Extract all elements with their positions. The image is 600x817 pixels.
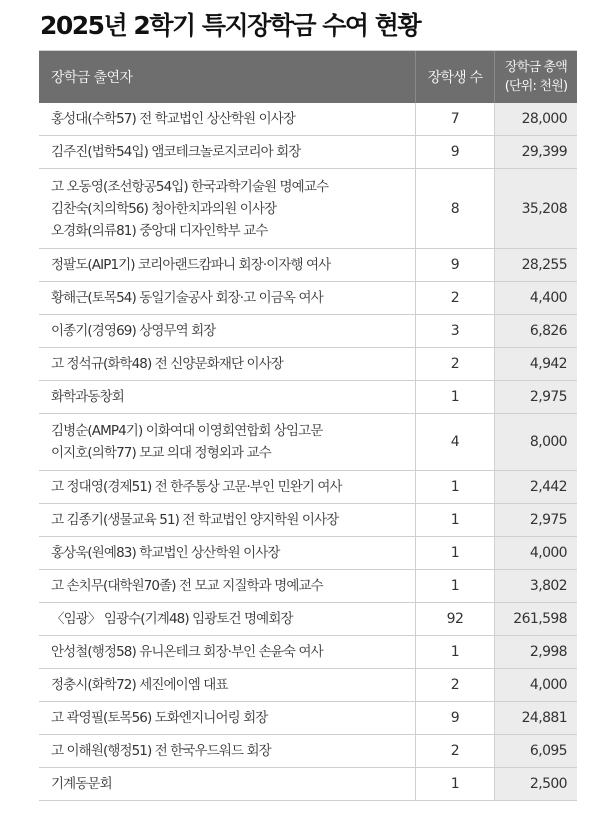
amount-cell: 24,881 [494, 702, 577, 734]
donor-line: 김주진(법학54입) 앰코테크놀로지코리아 회장 [51, 144, 301, 160]
table-row [39, 570, 577, 603]
donor-line: 기계동문회 [51, 776, 112, 792]
donor-cell [39, 136, 415, 168]
table-row [39, 103, 577, 136]
amount-cell: 35,208 [494, 169, 577, 248]
student-count-cell: 2 [415, 348, 494, 380]
amount-cell: 3,802 [494, 570, 577, 602]
donor-cell [39, 504, 415, 536]
student-count-cell: 1 [415, 768, 494, 800]
header-amount-unit: (단위: 천원) [504, 79, 568, 94]
student-count-cell: 1 [415, 570, 494, 602]
donor-cell [39, 282, 415, 314]
donor-line: 정충시(화학72) 세진에이엠 대표 [51, 677, 228, 693]
table-row [39, 504, 577, 537]
donor-cell [39, 537, 415, 569]
donor-cell [39, 735, 415, 767]
header-count: 장학생 수 [415, 51, 494, 103]
donor-cell [39, 169, 415, 248]
donor-line: 김찬숙(치의학56) 청아한치과의원 이사장 [51, 200, 277, 217]
student-count-cell: 1 [415, 636, 494, 668]
table-row [39, 636, 577, 669]
donor-line: 황해근(토목54) 동일기술공사 회장·고 이금옥 여사 [51, 290, 323, 306]
donor-cell [39, 315, 415, 347]
donor-cell [39, 669, 415, 701]
donor-cell [39, 603, 415, 635]
table-row [39, 348, 577, 381]
table-row [39, 735, 577, 768]
donor-line: 고 손치무(대학원70졸) 전 모교 지질학과 명예교수 [51, 578, 323, 594]
header-amount [494, 51, 577, 103]
donor-line: 고 곽영필(토목56) 도화엔지니어링 회장 [51, 710, 268, 726]
student-count-cell: 4 [415, 414, 494, 470]
donor-line: 고 김종기(생물교육 51) 전 학교법인 양지학원 이사장 [51, 512, 339, 528]
table-row [39, 537, 577, 570]
amount-cell: 4,000 [494, 669, 577, 701]
amount-cell: 2,975 [494, 381, 577, 413]
table-row [39, 282, 577, 315]
donor-line: 〈임광〉 임광수(기계48) 임광토건 명예회장 [51, 611, 293, 627]
student-count-cell: 7 [415, 103, 494, 135]
donor-line: 정팔도(AIP1기) 코리아랜드캄파니 회장·이자행 여사 [51, 257, 331, 273]
donor-cell [39, 636, 415, 668]
student-count-cell: 9 [415, 249, 494, 281]
donor-line: 오경화(의류81) 중앙대 디자인학부 교수 [51, 222, 268, 239]
donor-line: 이종기(경영69) 상영무역 회장 [51, 323, 216, 339]
scholarship-table [39, 50, 577, 801]
amount-cell: 6,826 [494, 315, 577, 347]
amount-cell: 2,975 [494, 504, 577, 536]
student-count-cell: 9 [415, 136, 494, 168]
amount-cell: 2,442 [494, 471, 577, 503]
donor-cell [39, 471, 415, 503]
page-title: 2025년 2학기 특지장학금 수여 현황 [40, 11, 421, 40]
table-row [39, 669, 577, 702]
amount-cell: 261,598 [494, 603, 577, 635]
amount-cell: 28,255 [494, 249, 577, 281]
donor-cell [39, 768, 415, 800]
donor-cell [39, 103, 415, 135]
table-row [39, 169, 577, 249]
table-row [39, 414, 577, 471]
student-count-cell: 92 [415, 603, 494, 635]
student-count-cell: 1 [415, 471, 494, 503]
table-row [39, 381, 577, 414]
amount-cell: 4,000 [494, 537, 577, 569]
student-count-cell: 2 [415, 282, 494, 314]
table-header [39, 51, 577, 103]
amount-cell: 4,400 [494, 282, 577, 314]
donor-line: 홍성대(수학57) 전 학교법인 상산학원 이사장 [51, 111, 296, 127]
amount-cell: 6,095 [494, 735, 577, 767]
donor-cell [39, 570, 415, 602]
amount-cell: 28,000 [494, 103, 577, 135]
student-count-cell: 2 [415, 735, 494, 767]
donor-line: 고 이해원(행정51) 전 한국우드워드 회장 [51, 743, 271, 759]
donor-line: 이지호(의학77) 모교 의대 정형외과 교수 [51, 445, 271, 461]
donor-line: 안성철(행정58) 유니온테크 회장·부인 손윤숙 여사 [51, 644, 323, 660]
header-donor: 장학금 출연자 [51, 70, 133, 86]
student-count-cell: 9 [415, 702, 494, 734]
table-row [39, 315, 577, 348]
donor-line: 홍상욱(원예83) 학교법인 상산학원 이사장 [51, 545, 280, 561]
donor-cell [39, 414, 415, 470]
amount-cell: 2,998 [494, 636, 577, 668]
header-amount-title: 장학금 총액 [504, 60, 568, 75]
table-row [39, 603, 577, 636]
table-row [39, 249, 577, 282]
donor-line: 고 정석규(화학48) 전 신양문화재단 이사장 [51, 356, 283, 372]
donor-line: 김병순(AMP4기) 이화여대 이영회연합회 상임고문 [51, 423, 323, 439]
student-count-cell: 8 [415, 169, 494, 248]
table-row [39, 136, 577, 169]
donor-line: 화학과동창회 [51, 389, 124, 405]
donor-cell [39, 348, 415, 380]
table-row [39, 768, 577, 801]
amount-cell: 8,000 [494, 414, 577, 470]
table-body [39, 103, 577, 801]
amount-cell: 4,942 [494, 348, 577, 380]
student-count-cell: 1 [415, 504, 494, 536]
donor-cell [39, 381, 415, 413]
student-count-cell: 2 [415, 669, 494, 701]
table-row [39, 471, 577, 504]
donor-line: 고 오동영(조선항공54입) 한국과학기술원 명예교수 [51, 178, 329, 195]
student-count-cell: 1 [415, 381, 494, 413]
donor-cell [39, 702, 415, 734]
student-count-cell: 3 [415, 315, 494, 347]
amount-cell: 2,500 [494, 768, 577, 800]
donor-cell [39, 249, 415, 281]
table-row [39, 702, 577, 735]
amount-cell: 29,399 [494, 136, 577, 168]
donor-line: 고 정대영(경제51) 전 한주통상 고문·부인 민완기 여사 [51, 479, 342, 495]
student-count-cell: 1 [415, 537, 494, 569]
